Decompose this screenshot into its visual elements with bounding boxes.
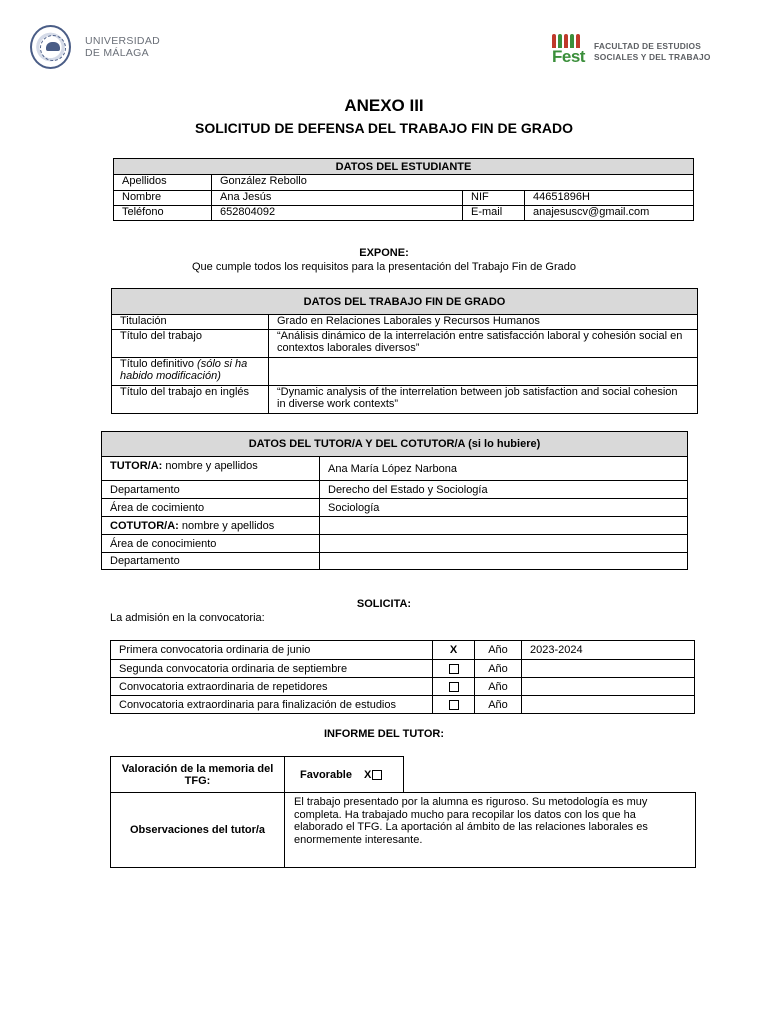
faculty-logo	[552, 32, 732, 72]
email-value[interactable]: anajesuscv@gmail.com	[525, 206, 694, 221]
call-label: Primera convocatoria ordinaria de junio	[111, 641, 433, 660]
cotutor-dept-value[interactable]	[320, 553, 688, 570]
university-seal-icon	[30, 25, 71, 69]
cotutor-name-value[interactable]	[320, 517, 688, 535]
work-title-label: Título del trabajo	[112, 330, 269, 358]
phone-label: Teléfono	[114, 206, 212, 221]
assessment-label: Valoración de la memoria del TFG:	[110, 756, 285, 793]
report-heading: INFORME DEL TUTOR:	[324, 728, 444, 740]
year-value[interactable]	[522, 678, 695, 696]
nif-value[interactable]: 44651896H	[525, 191, 694, 206]
checkbox-icon[interactable]	[449, 664, 459, 674]
call-label: Convocatoria extraordinaria de repetidores	[111, 678, 433, 696]
tutor-area-value[interactable]: Sociología	[320, 499, 688, 517]
name-value[interactable]: Ana Jesús	[212, 191, 463, 206]
document-subtitle: SOLICITUD DE DEFENSA DEL TRABAJO FIN DE GRADO	[194, 120, 574, 136]
year-label: Año	[475, 641, 522, 660]
surname-label: Apellidos	[114, 175, 212, 191]
year-label: Año	[475, 678, 522, 696]
favorable-label: Favorable	[300, 768, 352, 781]
year-value[interactable]	[522, 660, 695, 678]
call-checkbox[interactable]: X	[433, 641, 475, 660]
call-checkbox[interactable]	[433, 696, 475, 714]
call-label: Convocatoria extraordinaria para finalización de estudios	[111, 696, 433, 714]
year-value[interactable]	[522, 696, 695, 714]
degree-label: Titulación	[112, 315, 269, 330]
university-name: UNIVERSIDAD DE MÁLAGA	[84, 35, 160, 59]
checkbox-icon[interactable]	[449, 700, 459, 710]
favorable-mark: X	[363, 768, 372, 781]
cotutor-dept-label: Departamento	[102, 553, 320, 570]
english-title-label: Título del trabajo en inglés	[112, 386, 269, 414]
name-label: Nombre	[114, 191, 212, 206]
tutor-dept-value[interactable]: Derecho del Estado y Sociología	[320, 481, 688, 499]
work-title-value[interactable]: “Análisis dinámico de la interrelación entre satisfacción laboral y cohesión social en contextos laborales diversos”	[269, 330, 698, 358]
tutor-heading: DATOS DEL TUTOR/A Y DEL COTUTOR/A (si lo hubiere)	[102, 432, 688, 457]
call-checkbox[interactable]	[433, 678, 475, 696]
tutor-area-label: Área de cocimiento	[102, 499, 320, 517]
university-logo	[30, 24, 160, 70]
call-row	[111, 641, 695, 660]
document-title: ANEXO III	[344, 96, 424, 115]
tutor-name-value[interactable]: Ana María López Narbona	[320, 457, 688, 481]
english-title-value[interactable]: “Dynamic analysis of the interrelation between job satisfaction and social cohesion in diverse work contexts”	[269, 386, 698, 414]
work-heading: DATOS DEL TRABAJO FIN DE GRADO	[112, 289, 698, 315]
favorable-option[interactable]	[284, 756, 404, 793]
cotutor-area-label: Área de conocimiento	[102, 535, 320, 553]
tutor-dept-label: Departamento	[102, 481, 320, 499]
phone-value[interactable]: 652804092	[212, 206, 463, 221]
year-value[interactable]: 2023-2024	[522, 641, 695, 660]
call-checkbox[interactable]	[433, 660, 475, 678]
solicita-intro: La admisión en la convocatoria:	[110, 612, 265, 624]
fest-people-icon	[552, 34, 586, 70]
surname-value[interactable]: González Rebollo	[212, 175, 694, 191]
year-label: Año	[475, 660, 522, 678]
call-row	[111, 696, 695, 714]
degree-value[interactable]: Grado en Relaciones Laborales y Recursos Humanos	[269, 315, 698, 330]
year-label: Año	[475, 696, 522, 714]
student-table	[113, 158, 694, 221]
checkbox-icon[interactable]	[449, 682, 459, 692]
expone-text: Que cumple todos los requisitos para la presentación del Trabajo Fin de Grado	[192, 261, 576, 273]
favorable-checkbox-icon[interactable]	[372, 770, 382, 780]
student-heading: DATOS DEL ESTUDIANTE	[114, 159, 694, 175]
call-row	[111, 678, 695, 696]
nif-label: NIF	[463, 191, 525, 206]
email-label: E-mail	[463, 206, 525, 221]
cotutor-label: COTUTOR/A: nombre y apellidos	[102, 517, 320, 535]
tutor-label: TUTOR/A: nombre y apellidos	[102, 457, 320, 481]
fest-wordmark: Fest	[552, 47, 585, 66]
final-title-value[interactable]	[269, 358, 698, 386]
observations-value[interactable]: El trabajo presentado por la alumna es riguroso. Su metodología es muy completa. Ha trabajado mucho para recopilar los datos con los que ha elaborado el TFG. La aportación al ámbito de las relaciones laborales es enormemente interesante.	[284, 792, 696, 868]
call-row	[111, 660, 695, 678]
observations-label: Observaciones del tutor/a	[110, 792, 285, 868]
solicita-heading: SOLICITA:	[356, 598, 412, 610]
call-table	[110, 640, 695, 714]
work-table	[111, 288, 698, 414]
call-label: Segunda convocatoria ordinaria de septiembre	[111, 660, 433, 678]
tutor-table	[101, 431, 688, 570]
final-title-label: Título definitivo (sólo si ha habido modificación)	[112, 358, 269, 386]
faculty-name: FACULTAD DE ESTUDIOS SOCIALES Y DEL TRABAJO	[594, 41, 711, 62]
expone-heading: EXPONE:	[359, 247, 409, 259]
cotutor-area-value[interactable]	[320, 535, 688, 553]
